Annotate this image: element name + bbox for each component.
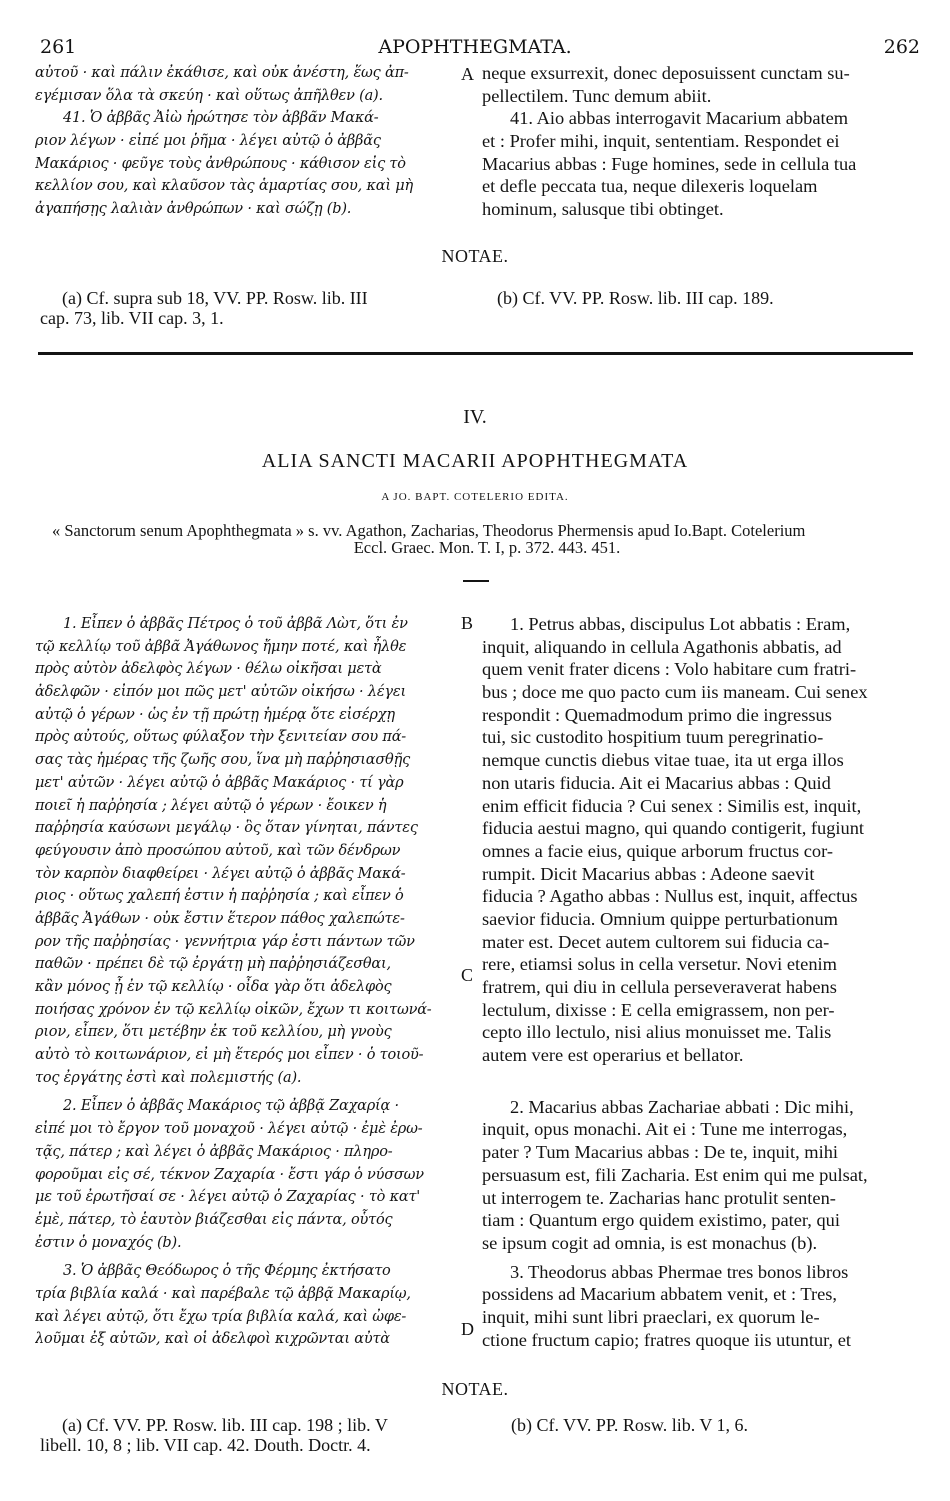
greek-line: ποιήσας χρόνον ἐν τῷ κελλίῳ οἰκῶν, ἔχων τι κοιτωνά- xyxy=(35,1001,432,1018)
greek-line: εγέμισαν ὅλα τὰ σκεύη · καὶ οὕτως ἀπῆλθεν (a). xyxy=(35,87,383,104)
greek-line: παθῶν · πρέπει δὲ τῷ ἐργάτῃ μὴ παῤῥησιάζεσθαι, xyxy=(35,956,391,973)
greek-line: ριον, εἶπεν, ὅτι μετέβην ἐκ τοῦ κελλίου, μὴ γνοὺς xyxy=(35,1024,392,1041)
greek-line: με τοῦ ἐρωτῆσαί σε · λέγει αὐτῷ ὁ Ζαχαρίας · τὸ κατ' xyxy=(35,1189,421,1206)
main-greek-column xyxy=(35,613,460,1351)
latin-line: lectulum, dixisse : E cella emigrassem, non per- xyxy=(482,999,835,1020)
top-latin-column xyxy=(482,62,915,221)
greek-line: ἀββᾶς Ἀγάθων · οὐκ ἔστιν ἕτερον πάθος χαλεπώτε- xyxy=(35,910,405,927)
latin-line: 1. Petrus abbas, discipulus Lot abbatis : Eram, xyxy=(510,614,851,634)
greek-line: φεύγουσιν ἀπὸ προσώπου αὐτοῦ, καὶ τῶν δένδρων xyxy=(35,842,401,859)
section-title: ALIA SANCTI MACARII APOPHTHEGMATA xyxy=(261,450,689,472)
section-intro xyxy=(52,522,922,556)
latin-line: ut interrogem te. Zacharias hanc protulit senten- xyxy=(482,1187,836,1208)
greek-line: αὐτοῦ · καὶ πάλιν ἐκάθισε, καὶ οὐκ ἀνέστη, ἕως ἀπ- xyxy=(35,65,409,81)
running-title: APOPHTHEGMATA. xyxy=(378,36,572,58)
greek-line: 1. Εἶπεν ὁ ἀββᾶς Πέτρος ὁ τοῦ ἀββᾶ Λὼτ, ὅτι ἐν xyxy=(63,616,408,632)
greek-line: ἐστιν ὁ μοναχός (b). xyxy=(35,1234,182,1251)
latin-line: bus ; doce me quo pacto cum iis maneam. Cui senex xyxy=(482,682,868,703)
intro-line: Eccl. Graec. Mon. T. I, p. 372. 443. 451. xyxy=(353,538,621,557)
greek-line: ποιεῖ ἡ παῤῥησία ; λέγει αὐτῷ ὁ γέρων · ἔοικεν ἡ xyxy=(35,797,387,814)
latin-line: respondit : Quemadmodum primo die ingressus xyxy=(482,704,832,725)
footnote-b-bottom: (b) Cf. VV. PP. Rosw. lib. V 1, 6. xyxy=(511,1415,749,1435)
footnote-a xyxy=(40,288,482,328)
section-number: IV. xyxy=(463,406,487,428)
latin-line: enim efficit fiducia ? Cui senex : Similis est, inquit, xyxy=(482,795,862,816)
greek-line: κελλίον σου, καὶ κλαῦσον τὰς ἁμαρτίας σου, καὶ μὴ xyxy=(35,178,413,195)
latin-line: nemque cunctis diebus vitae tuae, ita ut erga illos xyxy=(482,750,844,771)
intro-line: « Sanctorum senum Apophthegmata » s. vv. Agathon, Zacharias, Theodorus Phermensis apud Io.Bapt. Cotelerium xyxy=(52,521,806,540)
greek-line: κἂν μόνος ᾖ ἐν τῷ κελλίῳ · οἶδα γὰρ ὅτι ἀδελφὸς xyxy=(35,979,392,995)
greek-line: Μακάριος · φεῦγε τοὺς ἀνθρώπους · κάθισον εἰς τὸ xyxy=(35,155,406,172)
latin-line: hominum, salusque tibi obtinget. xyxy=(482,199,724,220)
latin-line: omnes a facie eius, quique arborum fructus cor- xyxy=(482,840,833,861)
greek-line: ἐμὲ, πάτερ, τὸ ἑαυτὸν βιάζεσθαι εἰς πάντα, οὗτός xyxy=(35,1211,393,1228)
footnote-b: (b) Cf. VV. PP. Rosw. lib. III cap. 189. xyxy=(497,288,774,308)
latin-line: 3. Theodorus abbas Phermae tres bonos libros xyxy=(510,1261,849,1282)
latin-line: quem venit frater dicens : Volo habitare cum fratri- xyxy=(482,659,857,680)
latin-line: inquit, mihi sunt libri praeclari, ex quorum le- xyxy=(482,1306,820,1327)
top-greek-column xyxy=(35,62,460,221)
latin-line: et : Profer mihi, inquit, sententiam. Respondet ei xyxy=(482,131,840,152)
page-number-left: 261 xyxy=(40,36,77,58)
notae-heading-bottom: NOTAE. xyxy=(441,1379,509,1399)
greek-line: ἀδελφῶν · εἰπόν μοι πῶς μετ' αὐτῶν οἰκήσω · λέγει xyxy=(35,684,406,701)
latin-line: neque exsurrexit, donec deposuissent cunctam su- xyxy=(482,63,850,83)
footnote-line: libell. 10, 8 ; lib. VII cap. 42. Douth. Doctr. 4. xyxy=(40,1435,371,1455)
latin-line: persuasum est, fili Zacharia. Est enim qui me pulsat, xyxy=(482,1164,868,1185)
latin-line: possidens ad Macarium abbatem venit, et : Tres, xyxy=(482,1284,837,1305)
greek-line: εἰπέ μοι τὸ ἔργον τοῦ μοναχοῦ · λέγει αὐτῷ · ἐμὲ ἐρω- xyxy=(35,1121,423,1138)
greek-line: 2. Εἶπεν ὁ ἀββᾶς Μακάριος τῷ ἀββᾷ Ζαχαρίᾳ · xyxy=(63,1098,399,1115)
latin-line: rumpit. Dicit Macarius abbas : Adeone saevit xyxy=(482,863,815,884)
latin-line: 41. Aio abbas interrogavit Macarium abbatem xyxy=(510,108,849,129)
greek-line: τᾷς, πάτερ ; καὶ λέγει ὁ ἀββᾶς Μακάριος · πληρο- xyxy=(35,1143,393,1160)
greek-line: μετ' αὐτῶν · λέγει αὐτῷ ὁ ἀββᾶς Μακάριος · τί γὰρ xyxy=(35,774,404,791)
latin-line: saevior fiducia. Omnium quippe perturbationum xyxy=(482,908,838,929)
greek-line: σας τὰς ἡμέρας τῆς ζωῆς σου, ἵνα μὴ παῤῥησιασθῇς xyxy=(35,752,410,769)
greek-line: τὸν καρπὸν διαφθείρει · λέγει αὐτῷ ὁ ἀββᾶς Μακά- xyxy=(35,865,406,882)
latin-line: pellectilem. Tunc demum abiit. xyxy=(482,85,712,106)
latin-line: tiam : Quantum ergo quidem existimo, pater, qui xyxy=(482,1210,840,1231)
greek-line: φοροῦμαι εἰς σέ, τέκνον Ζαχαρία · ἔστι γάρ ὁ νύσσων xyxy=(35,1166,424,1183)
greek-line: τρία βιβλία καλά · καὶ παρέβαλε τῷ ἀββᾷ Μακαρίῳ, xyxy=(35,1285,411,1302)
greek-line: 41. Ὁ ἀββᾶς Ἀἰὼ ἠρώτησε τὸν ἀββᾶν Μακά- xyxy=(63,110,379,127)
greek-line: λοῦμαι ἐξ αὐτῶν, καὶ οἱ ἀδελφοὶ κιχρῶνται αὐτὰ xyxy=(35,1331,390,1348)
latin-line: 2. Macarius abbas Zachariae abbati : Dic mihi, xyxy=(510,1096,854,1117)
footnote-line: (a) Cf. supra sub 18, VV. PP. Rosw. lib. III xyxy=(62,288,368,308)
margin-letter-c: C xyxy=(461,965,474,985)
greek-line: παῤῥησία καύσωνι μεγάλῳ · ὃς ὅταν γίνηται, πάντες xyxy=(35,820,418,837)
greek-line: τῷ κελλίῳ τοῦ ἀββᾶ Ἀγάθωνος ἤμην ποτέ, καὶ ἦλθε xyxy=(35,638,407,655)
margin-letter-d: D xyxy=(461,1319,474,1339)
latin-line: pater ? Tum Macarius abbas : De te, inquit, mihi xyxy=(482,1142,839,1163)
greek-line: ριον λέγων · εἰπέ μοι ῥῆμα · λέγει αὐτῷ ὁ ἀββᾶς xyxy=(35,133,381,150)
section-divider xyxy=(38,352,913,355)
footnote-a-bottom xyxy=(40,1415,492,1455)
latin-line: non utaris fiducia. Ait ei Macarius abbas : Quid xyxy=(482,772,831,793)
latin-line: rere, etiamsi solus in cella versetur. Novi etenim xyxy=(482,954,837,975)
latin-line: mater est. Decet autem cultorem sui fiducia ca- xyxy=(482,931,830,952)
section-subtitle: A JO. BAPT. COTELERIO EDITA. xyxy=(381,491,569,503)
greek-line: αὐτὸ τὸ κοιτωνάριον, εἰ μὴ ἕτερός μοι εἶπεν · ὁ τοιοῦ- xyxy=(35,1047,424,1064)
latin-line: inquit, opus monachi. Ait ei : Tune me interrogas, xyxy=(482,1119,848,1140)
latin-line: cepto illo lectulo, nisi alius monuisset me. Talis xyxy=(482,1022,832,1043)
footnote-line: (a) Cf. VV. PP. Rosw. lib. III cap. 198 ; lib. V xyxy=(62,1415,388,1435)
latin-line: fiducia aestui magno, qui quando contigerit, fugiunt xyxy=(482,818,865,839)
latin-line: fiducia ? Agatho abbas : Nullus est, inquit, affectus xyxy=(482,886,858,907)
short-rule xyxy=(463,580,489,582)
footnote-line: cap. 73, lib. VII cap. 3, 1. xyxy=(40,308,224,328)
latin-line: se ipsum cogit ad omnia, is est monachus (b). xyxy=(482,1232,818,1253)
greek-line: πρὸς αὐτὸν ἀδελφὸς λέγων · θέλω οἰκῆσαι μετὰ xyxy=(35,661,382,678)
latin-line: tui, sic custodito hospitium tuum peregrinatio- xyxy=(482,727,824,748)
margin-letter-b: B xyxy=(461,613,474,633)
greek-line: ρον τῆς παῤῥησίας · γεννήτρια γάρ ἐστι πάντων τῶν xyxy=(35,933,415,950)
greek-line: πρὸς αὐτούς, οὕτως φύλαξον τὴν ξενιτείαν σου πά- xyxy=(35,729,407,746)
latin-line: autem vere est operarius et bellator. xyxy=(482,1045,744,1066)
greek-line: 3. Ὁ ἀββᾶς Θεόδωρος ὁ τῆς Φέρμης ἐκτήσατο xyxy=(63,1263,391,1280)
greek-line: καὶ λέγει αὐτῷ, ὅτι ἔχω τρία βιβλία καλά, καὶ ὠφε- xyxy=(35,1308,407,1325)
greek-line: ριος · οὕτως χαλεπή ἐστιν ἡ παῤῥησία ; καὶ εἶπεν ὁ xyxy=(35,888,404,905)
greek-line: τος ἐργάτης ἐστὶ καὶ πολεμιστής (a). xyxy=(35,1069,302,1086)
greek-line: ἀγαπήσῃς λαλιὰν ἀνθρώπων · καὶ σώζῃ (b). xyxy=(35,201,352,218)
latin-line: fratrem, qui diu in cellula perseveraverat habens xyxy=(482,977,837,997)
main-latin-column xyxy=(482,613,915,1351)
page-number-right: 262 xyxy=(883,36,920,58)
latin-line: Macarius abbas : Fuge homines, sede in cellula tua xyxy=(482,153,857,174)
latin-line: inquit, aliquando in cellula Agathonis abbatis, ad xyxy=(482,636,842,657)
notae-heading: NOTAE. xyxy=(441,246,509,266)
latin-line: et defle peccata tua, neque dilexeris loquelam xyxy=(482,176,818,197)
greek-line: αὐτῷ ὁ γέρων · ὡς ἐν τῇ πρώτῃ ἡμέρᾳ ὅτε εἰσέρχῃ xyxy=(35,706,395,723)
margin-letter-a: A xyxy=(461,64,474,84)
latin-line: ctione fructum capio; fratres quoque iis utuntur, et xyxy=(482,1329,852,1350)
